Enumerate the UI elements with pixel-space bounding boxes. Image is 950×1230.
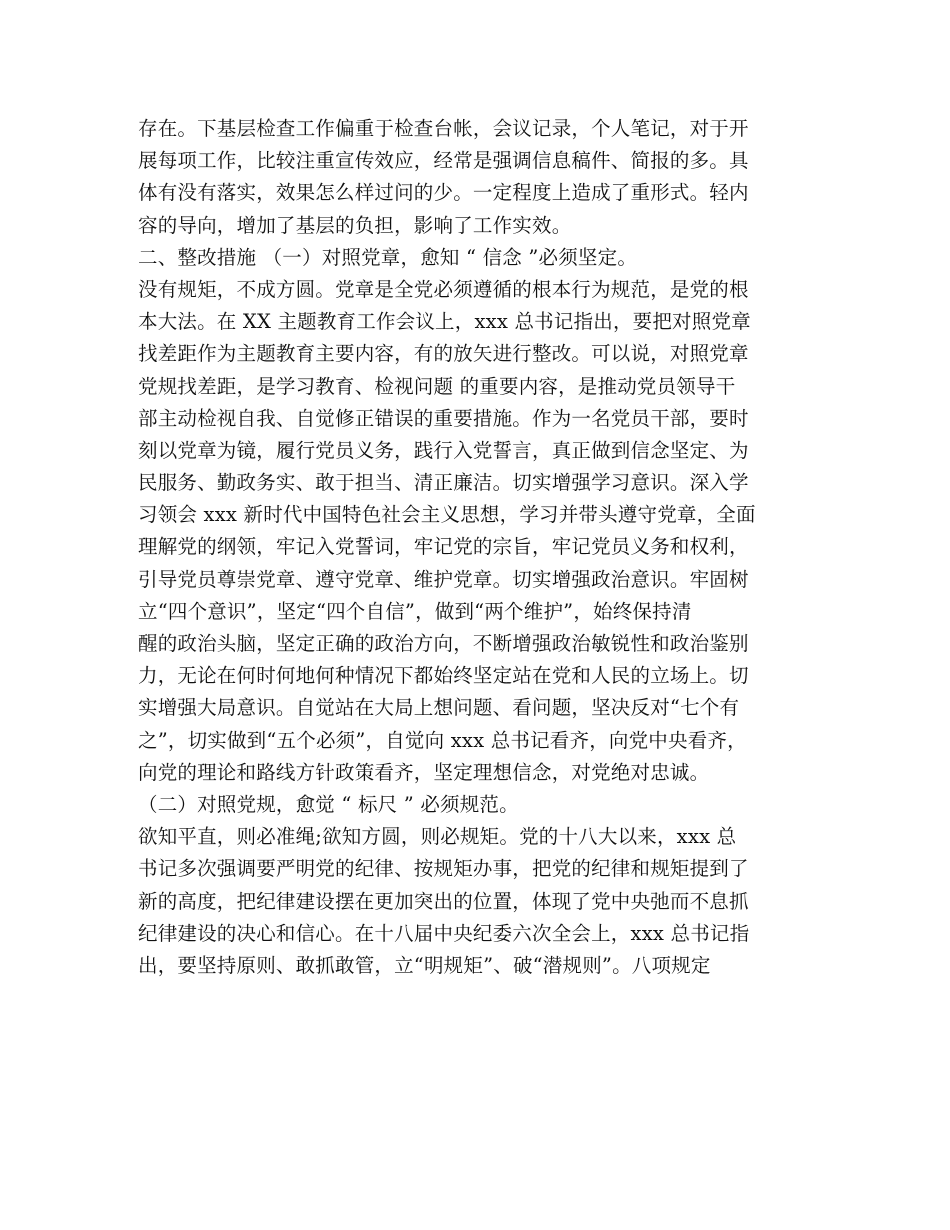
text-line: 找差距作为主题教育主要内容，有的放矢进行整改。可以说，对照党章 [138,342,749,366]
text-line: 纪律建设的决心和信心。在十八届中央纪委六次全会上，xxx 总书记指 [138,921,750,945]
text-line: 展每项工作，比较注重宣传效应，经常是强调信息稿件、简报的多。具 [138,149,749,173]
text-line: 本大法。在 XX 主题教育工作会议上，xxx 总书记指出，要把对照党章 [138,310,751,334]
text-line: 容的导向，增加了基层的负担，影响了工作实效。 [138,213,572,237]
text-line: 向党的理论和路线方针政策看齐，坚定理想信念，对党绝对忠诚。 [138,760,710,784]
text-line: 新的高度，把纪律建设摆在更加突出的位置，体现了党中央弛而不息抓 [138,889,749,913]
text-line: 体有没有落实，效果怎么样过问的少。一定程度上造成了重形式。轻内 [138,181,749,205]
text-line: 没有规矩，不成方圆。党章是全党必须遵循的根本行为规范，是党的根 [138,277,749,301]
text-line: 书记多次强调要严明党的纪律、按规矩办事，把党的纪律和规矩提到了 [138,857,749,881]
text-line: 实增强大局意识。自觉站在大局上想问题、看问题，坚决反对“七个有 [138,696,740,720]
text-line: 立“四个意识”，坚定“四个自信”，做到“两个维护”，始终保持清 [138,599,692,623]
text-line: 力，无论在何时何地何种情况下都始终坚定站在党和人民的立场上。切 [138,664,749,688]
document-body [138,113,828,982]
text-line: 之”，切实做到“五个必须”，自觉向 xxx 总书记看齐，向党中央看齐， [138,728,747,752]
text-line: 醒的政治头脑，坚定正确的政治方向，不断增强政治敏锐性和政治鉴别 [138,632,749,655]
text-line: 引导党员尊崇党章、遵守党章、维护党章。切实增强政治意识。牢固树 [138,567,749,591]
text-line: 习领会 xxx 新时代中国特色社会主义思想，学习并带头遵守党章，全面 [138,503,756,527]
text-line: 出，要坚持原则、敢抓敢管，立“明规矩”、破“潜规则”。八项规定 [138,953,711,977]
text-line: 刻以党章为镜，履行党员义务，践行入党誓言，真正做到信念坚定、为 [138,438,749,462]
text-line: 部主动检视自我、自觉修正错误的重要措施。作为一名党员干部，要时 [138,406,749,430]
text-line: 民服务、勤政务实、敢于担当、清正廉洁。切实增强学习意识。深入学 [138,471,749,495]
section-heading: 二、整改措施 （一）对照党章，愈知 “ 信念 ”必须坚定。 [138,245,638,269]
text-line: 党规找差距，是学习教育、检视问题 的重要内容，是推动党员领导干 [138,374,736,398]
text-line: 欲知平直，则必准绳;欲知方圆，则必规矩。党的十八大以来，xxx 总 [138,825,737,849]
text-line: 理解党的纲领，牢记入党誓词，牢记党的宗旨，牢记党员义务和权利， [138,535,749,559]
section-heading: （二）对照党规，愈觉 “ 标尺 ” 必须规范。 [138,792,519,816]
text-line: 存在。下基层检查工作偏重于检查台帐，会议记录，个人笔记，对于开 [138,117,749,140]
